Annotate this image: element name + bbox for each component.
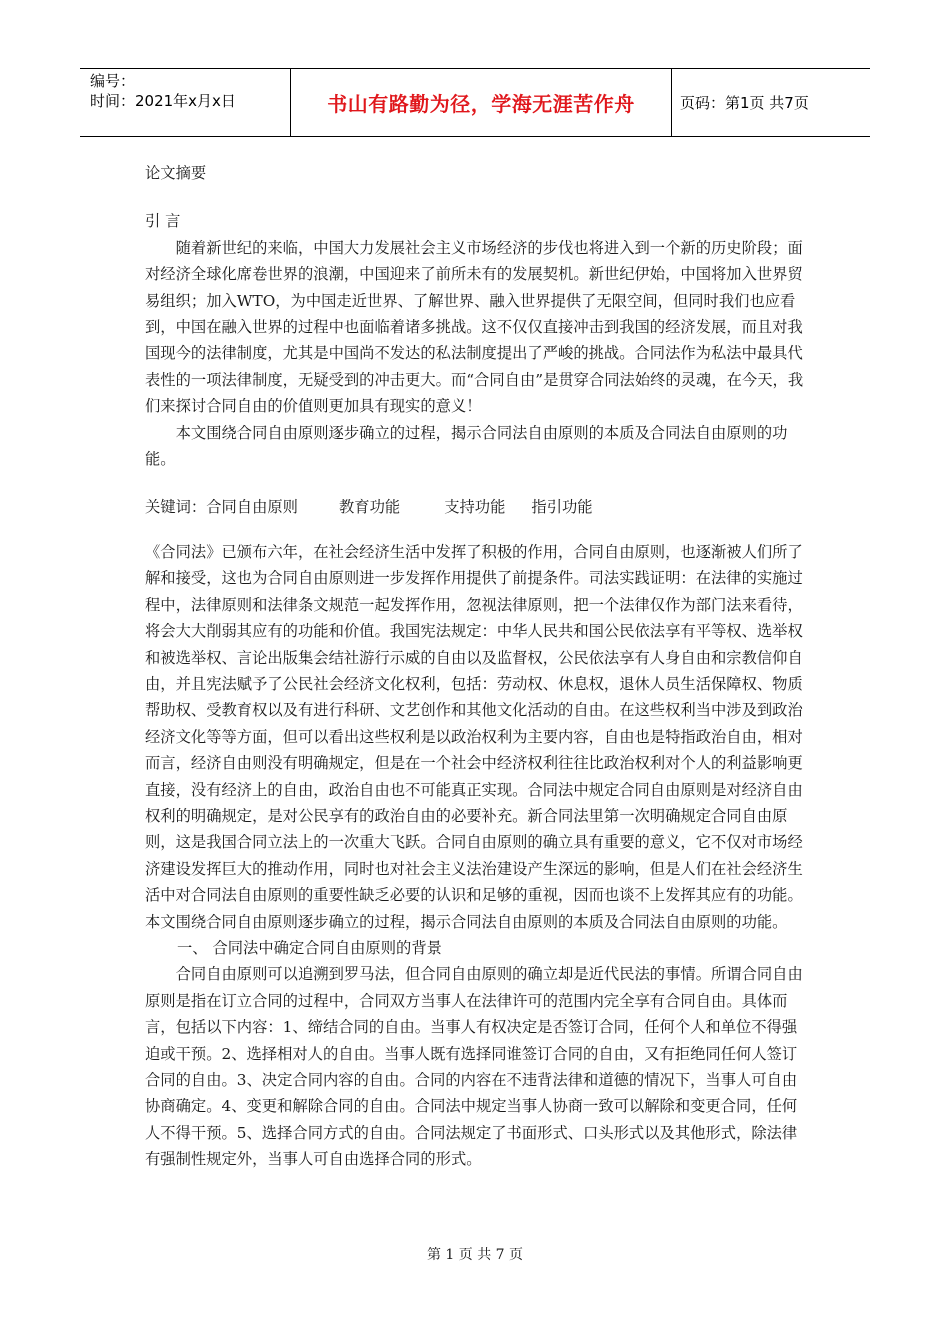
document-body bbox=[145, 160, 810, 1173]
intro-paragraph: 随着新世纪的来临，中国大力发展社会主义市场经济的步伐也将进入到一个新的历史阶段；面对经济全球化席卷世界的浪潮，中国迎来了前所未有的发展契机。新世纪伊始，中国将加入世界贸易组织；加入WTO，为中国走近世界、了解世界、融入世界提供了无限空间，但同时我们也应看到，中国在融入世界的过程中也面临着诸多挑战。这不仅仅直接冲击到我国的经济发展，而且对我国现今的法律制度，尤其是中国尚不发达的私法制度提出了严峻的挑战。合同法作为私法中最具代表性的一项法律制度，无疑受到的冲击更大。而“合同自由”是贯穿合同法始终的灵魂，在今天，我们来探讨合同自由的价值则更加具有现实的意义！ bbox=[145, 238, 804, 416]
header-page-info-cell bbox=[672, 69, 870, 136]
header-page-info: 页码：第1页 共7页 bbox=[680, 94, 809, 112]
section-1-title: 一、 合同法中确定合同自由原则的背景 bbox=[177, 938, 442, 957]
body-paragraph: 《合同法》已颁布六年，在社会经济生活中发挥了积极的作用，合同自由原则，也逐渐被人们所了解和接受，这也为合同自由原则进一步发挥作用提供了前提条件。司法实践证明：在法律的实施过程中，法律原则和法律条文规范一起发挥作用，忽视法律原则，把一个法律仅作为部门法来看待，将会大大削弱其应有的功能和价值。我国宪法规定：中华人民共和国公民依法享有平等权、选举权和被选举权、言论出版集会结社游行示威的自由以及监督权，公民依法享有人身自由和宗教信仰自由，并且宪法赋予了公民社会经济文化权利，包括：劳动权、休息权，退休人员生活保障权、物质帮助权、受教育权以及有进行科研、文艺创作和其他文化活动的自由。在这些权利当中涉及到政治经济文化等等方面，但可以看出这些权利是以政治权利为主要内容，自由也是特指政治自由，相对而言，经济自由则没有明确规定，但是在一个社会中经济权利往往比政治权利对个人的利益影响更直接，没有经济上的自由，政治自由也不可能真正实现。合同法中规定合同自由原则是对经济自由权利的明确规定，是对公民享有的政治自由的必要补充。新合同法里第一次明确规定合同自由原则，这是我国合同立法上的一次重大飞跃。合同自由原则的确立具有重要的意义，它不仅对市场经济建设发挥巨大的推动作用，同时也对社会主义法治建设产生深远的影响，但是人们在社会经济生活中对合同法自由原则的重要性缺乏必要的认识和足够的重视，因而也谈不上发挥其应有的功能。本文围绕合同自由原则逐步确立的过程，揭示合同法自由原则的本质及合同法自由原则的功能。 bbox=[145, 542, 803, 931]
intro-paragraph: 本文围绕合同自由原则逐步确立的过程，揭示合同法自由原则的本质及合同法自由原则的功能。 bbox=[145, 423, 788, 469]
header-meta bbox=[80, 69, 291, 136]
page-footer bbox=[0, 1244, 950, 1264]
abstract-title: 论文摘要 bbox=[145, 164, 207, 182]
date-label: 时间：2021年x月x日 bbox=[90, 92, 236, 110]
keyword-item: 指引功能 bbox=[531, 498, 593, 517]
document-header bbox=[80, 68, 870, 137]
number-label: 编号： bbox=[90, 72, 136, 90]
keyword-item: 支持功能 bbox=[444, 498, 506, 517]
intro-title: 引 言 bbox=[145, 212, 181, 231]
header-motto: 书山有路勤为径，学海无涯苦作舟 bbox=[327, 92, 635, 116]
header-motto-cell bbox=[291, 69, 672, 136]
footer-page-number: 第 1 页 共 7 页 bbox=[426, 1247, 524, 1263]
keywords-label: 关键词：合同自由原则 bbox=[145, 498, 298, 517]
keywords-line bbox=[145, 494, 810, 520]
keyword-item: 教育功能 bbox=[338, 498, 401, 517]
section-1-paragraph: 合同自由原则可以追溯到罗马法，但合同自由原则的确立却是近代民法的事情。所谓合同自由原则是指在订立合同的过程中，合同双方当事人在法律许可的范围内完全享有合同自由。具体而言，包括以下内容：1、缔结合同的自由。当事人有权决定是否签订合同，任何个人和单位不得强迫或干预。2、选择相对人的自由。当事人既有选择同谁签订合同的自由，又有拒绝同任何人签订合同的自由。3、决定合同内容的自由。合同的内容在不违背法律和道德的情况下，当事人可自由协商确定。4、变更和解除合同的自由。合同法中规定当事人协商一致可以解除和变更合同，任何人不得干预。5、选择合同方式的自由。合同法规定了书面形式、口头形式以及其他形式，除法律有强制性规定外，当事人可自由选择合同的形式。 bbox=[145, 965, 803, 1169]
